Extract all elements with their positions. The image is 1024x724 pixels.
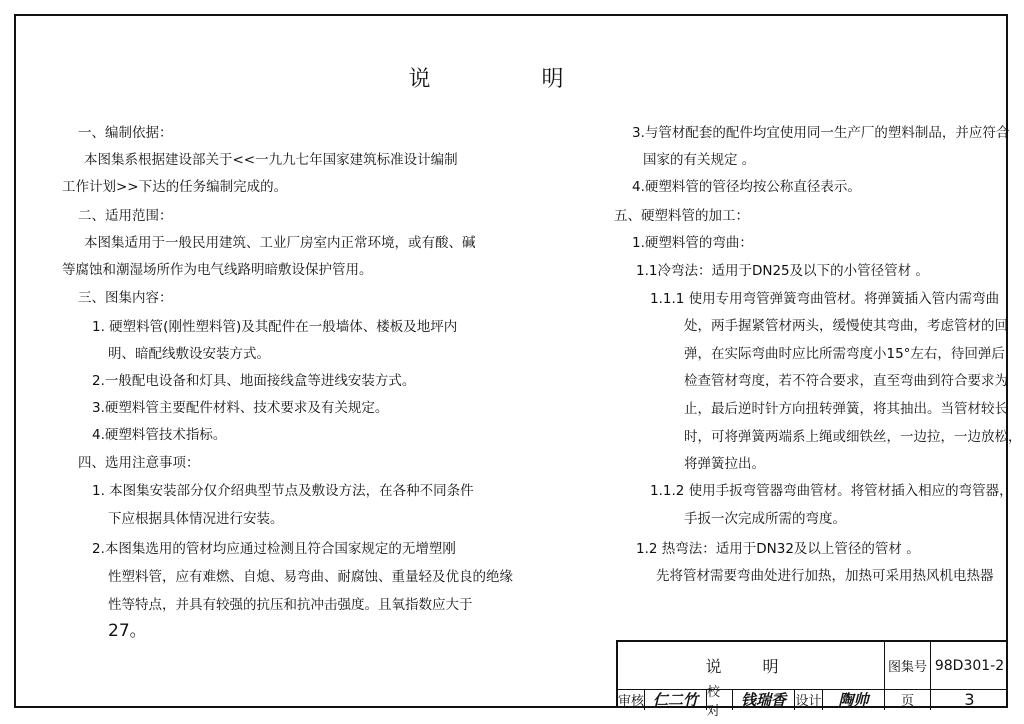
review-signature: 仁二竹 — [644, 689, 706, 710]
section-4-item: 性等特点，并具有较强的抗压和抗冲击强度。且氧指数应大于 — [108, 597, 473, 613]
right-item-3: 3.与管材配套的配件均宜使用同一生产厂的塑料制品，并应符合 — [632, 125, 1010, 141]
section-3-item: 明、暗配线敷设安装方式。 — [108, 346, 270, 362]
section-5-text: 手扳一次完成所需的弯度。 — [684, 511, 846, 527]
section-4-item: 2.本图集选用的管材均应通过检测且符合国家规定的无增塑刚 — [92, 541, 456, 557]
right-item-4: 4.硬塑料管的管径均按公称直径表示。 — [632, 179, 861, 195]
page-label: 页 — [884, 689, 930, 710]
section-3-item: 4.硬塑料管技术指标。 — [92, 427, 227, 443]
section-5-hot-bend: 1.2 热弯法：适用于DN32及以上管径的管材 。 — [636, 541, 920, 557]
page-number: 3 — [930, 689, 1008, 710]
section-4-item: 1. 本图集安装部分仅介绍典型节点及敷设方法，在各种不同条件 — [92, 483, 474, 499]
section-5-heading: 五、硬塑料管的加工： — [614, 208, 749, 224]
right-item-3: 国家的有关规定 。 — [643, 152, 756, 168]
section-5-subheading: 1.硬塑料管的弯曲： — [632, 235, 753, 251]
section-4-item: 下应根据具体情况进行安装。 — [108, 511, 284, 527]
design-signature: 陶帅 — [822, 689, 884, 710]
section-1-text: 本图集系根据建设部关于<<一九九七年国家建筑标准设计编制 — [84, 152, 458, 168]
section-2-heading: 二、适用范围： — [78, 208, 173, 224]
section-5-text: 弹，在实际弯曲时应比所需弯度小15°左右，待回弹后， — [684, 346, 1019, 362]
section-5-text: 先将管材需要弯曲处进行加热，加热可采用热风机电热器 — [656, 568, 994, 584]
section-3-item: 3.硬塑料管主要配件材料、技术要求及有关规定。 — [92, 400, 389, 416]
section-1-heading: 一、编制依据： — [78, 125, 173, 141]
section-5-text: 止，最后逆时针方向扭转弹簧，将其抽出。当管材较长 — [684, 401, 1008, 417]
section-5-text: 1.1.2 使用手扳弯管器弯曲管材。将管材插入相应的弯管器， — [650, 483, 1013, 499]
section-1-text: 工作计划>>下达的任务编制完成的。 — [62, 179, 288, 195]
atlas-number: 98D301-2 — [930, 642, 1008, 689]
title-block — [616, 640, 1008, 719]
title-block-name: 说 明 — [705, 657, 797, 676]
atlas-number-label: 图集号 — [884, 642, 930, 689]
review-label: 审核 — [618, 694, 645, 709]
check-label: 校对 — [706, 689, 732, 710]
check-signature: 钱瑞香 — [732, 689, 794, 710]
section-2-text: 等腐蚀和潮湿场所作为电气线路明暗敷设保护管用。 — [62, 262, 373, 278]
section-2-text: 本图集适用于一般民用建筑、工业厂房室内正常环境，或有酸、碱 — [84, 235, 476, 251]
section-4-item: 27。 — [108, 621, 147, 641]
section-3-heading: 三、图集内容： — [78, 290, 173, 306]
design-label: 设计 — [794, 689, 822, 710]
section-4-item: 性塑料管，应有难燃、自熄、易弯曲、耐腐蚀、重量轻及优良的绝缘 — [108, 569, 513, 585]
section-3-item: 2.一般配电设备和灯具、地面接线盒等进线安装方式。 — [92, 373, 416, 389]
section-5-text: 时，可将弹簧两端系上绳或细铁丝，一边拉，一边放松， — [684, 429, 1022, 445]
section-5-cold-bend: 1.1冷弯法：适用于DN25及以下的小管径管材 。 — [636, 263, 929, 279]
section-4-heading: 四、选用注意事项： — [78, 455, 200, 471]
page-title: 说 明 — [408, 67, 616, 92]
section-5-text: 1.1.1 使用专用弯管弹簧弯曲管材。将弹簧插入管内需弯曲 — [650, 291, 1000, 307]
section-3-item: 1. 硬塑料管(刚性塑料管)及其配件在一般墙体、楼板及地坪内 — [92, 319, 458, 335]
section-5-text: 处，两手握紧管材两头，缓慢使其弯曲，考虑管材的回 — [684, 318, 1008, 334]
section-5-text: 将弹簧拉出。 — [684, 456, 765, 472]
section-5-text: 检查管材弯度，若不符合要求，直至弯曲到符合要求为 — [684, 373, 1008, 389]
